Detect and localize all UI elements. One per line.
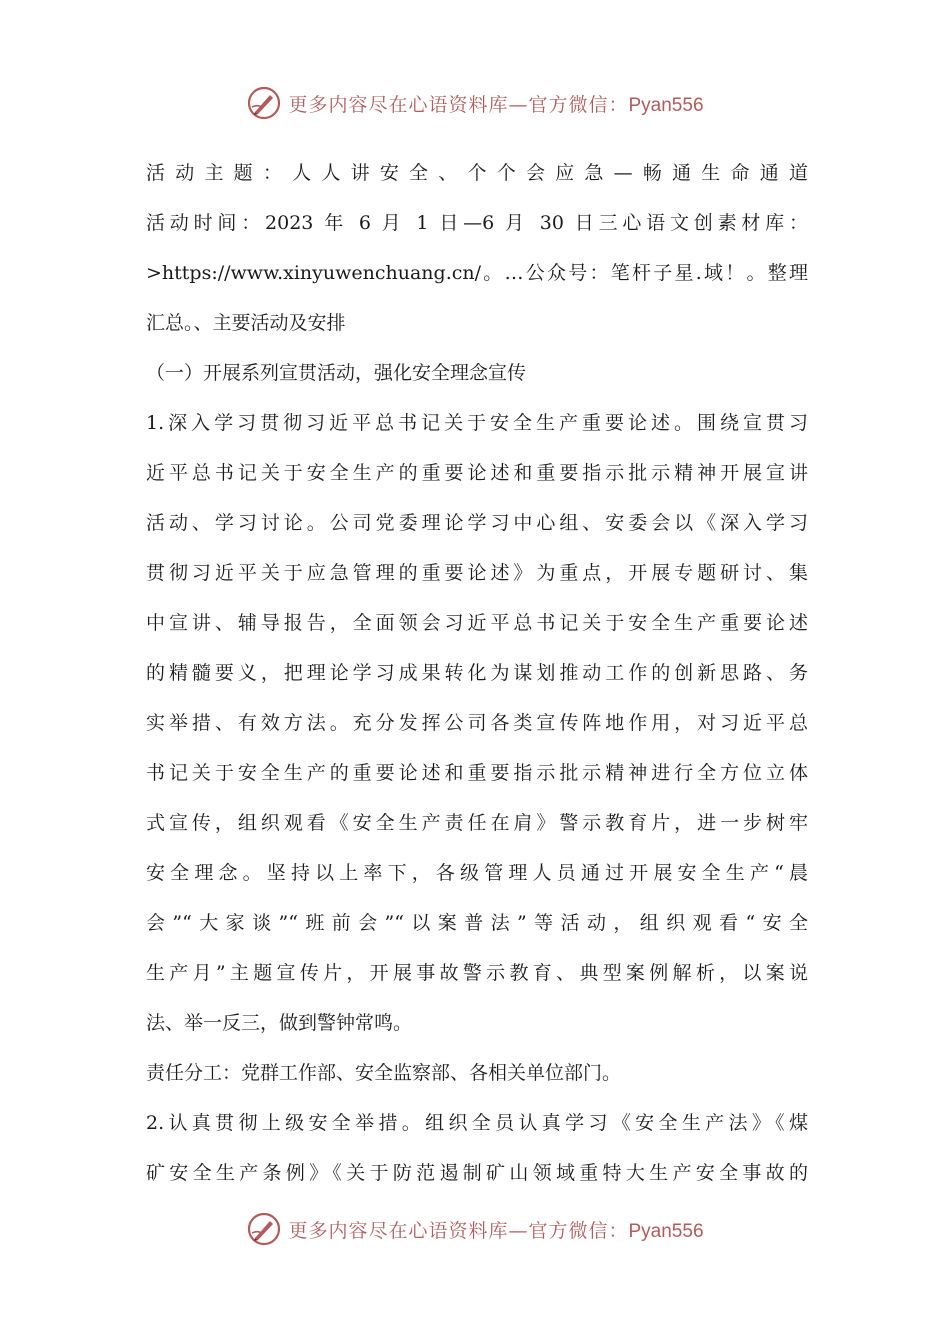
watermark-dash: — xyxy=(508,93,529,116)
watermark-header-inner xyxy=(246,85,703,121)
text-line-activity-time: 活动时间：2023 年 6 月 1 日—6 月 30 日三心语文创素材库： xyxy=(146,212,808,234)
pen-logo-icon xyxy=(246,85,282,121)
text-line-summary: 汇总。、主要活动及安排 xyxy=(146,312,346,334)
watermark-site-text: 更多内容尽在心语资料库 xyxy=(288,1219,509,1242)
watermark-site-text: 更多内容尽在心语资料库 xyxy=(288,93,509,116)
text-line: 矿安全生产条例》《关于防范遏制矿山领域重特大生产安全事故的 xyxy=(146,1162,808,1184)
text-line: 式宣传，组织观看《安全生产责任在肩》警示教育片，进一步树牢 xyxy=(146,812,808,834)
watermark-wechat-id: Pyan556 xyxy=(628,94,704,116)
text-line-url: >https://www.xinyuwenchuang.cn/。…公众号：笔杆子星.域！。整理 xyxy=(146,262,808,284)
text-line: 实举措、有效方法。充分发挥公司各类宣传阵地作用，对习近平总 xyxy=(146,712,808,734)
document-body xyxy=(146,148,808,1198)
text-line: 会”“大家谈”“班前会”“以案普法”等活动，组织观看“安全 xyxy=(146,912,808,934)
text-line-activity-theme: 活动主题：人人讲安全、个个会应急—畅通生命通道 xyxy=(146,162,808,184)
watermark-wechat-label: 官方微信： xyxy=(528,1219,629,1242)
text-line-responsibility: 责任分工：党群工作部、安全监察部、各相关单位部门。 xyxy=(146,1062,622,1084)
watermark-wechat-id: Pyan556 xyxy=(628,1220,704,1242)
text-line: 中宣讲、辅导报告，全面领会习近平总书记关于安全生产重要论述 xyxy=(146,612,808,634)
text-line: 法、举一反三，做到警钟常鸣。 xyxy=(146,1012,413,1034)
section-heading-1: （一）开展系列宣贯活动，强化安全理念宣传 xyxy=(146,362,527,384)
text-line: 活动、学习讨论。公司党委理论学习中心组、安委会以《深入学习 xyxy=(146,512,808,534)
text-line: 安全理念。坚持以上率下，各级管理人员通过开展安全生产“晨 xyxy=(146,862,808,884)
text-line: 2.认真贯彻上级安全举措。组织全员认真学习《安全生产法》《煤 xyxy=(146,1112,808,1134)
text-line: 1.深入学习贯彻习近平总书记关于安全生产重要论述。围绕宣贯习 xyxy=(146,412,808,434)
text-line: 近平总书记关于安全生产的重要论述和重要指示批示精神开展宣讲 xyxy=(146,462,808,484)
text-line: 生产月”主题宣传片，开展事故警示教育、典型案例解析，以案说 xyxy=(146,962,808,984)
watermark-dash: — xyxy=(508,1219,529,1242)
watermark-footer xyxy=(0,1204,950,1254)
text-line: 书记关于安全生产的重要论述和重要指示批示精神进行全方位立体 xyxy=(146,762,808,784)
text-line: 贯彻习近平关于应急管理的重要论述》为重点，开展专题研讨、集 xyxy=(146,562,808,584)
watermark-footer-inner xyxy=(246,1211,703,1247)
watermark-text xyxy=(288,1216,703,1243)
watermark-header xyxy=(0,78,950,128)
text-line: 的精髓要义，把理论学习成果转化为谋划推动工作的创新思路、务 xyxy=(146,662,808,684)
pen-logo-icon xyxy=(246,1211,282,1247)
watermark-wechat-label: 官方微信： xyxy=(528,93,629,116)
watermark-text xyxy=(288,90,703,117)
